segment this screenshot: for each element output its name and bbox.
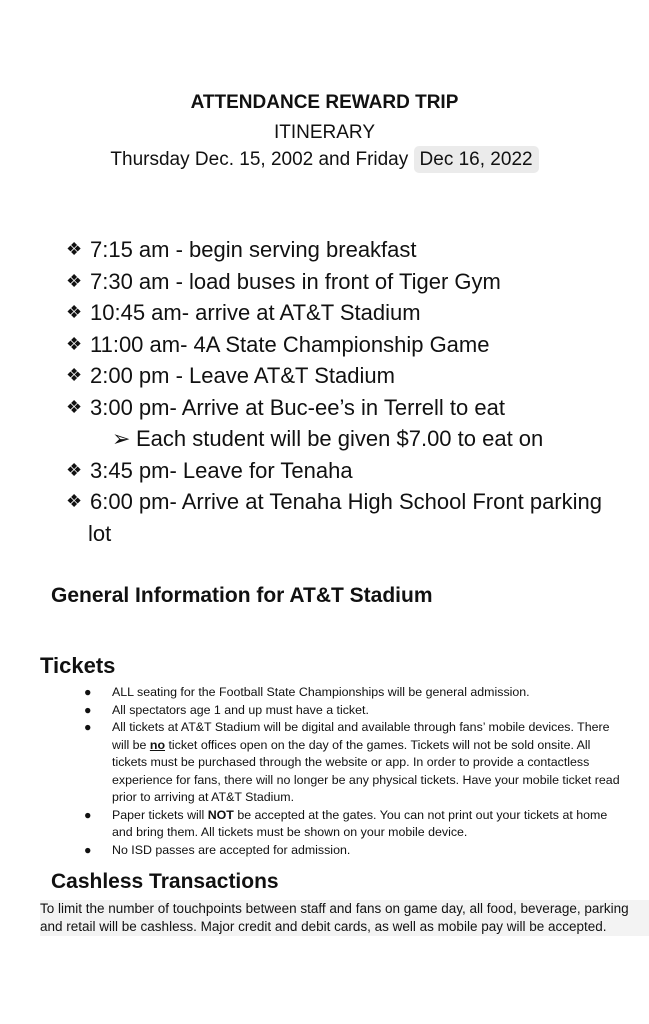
diamond-bullet-icon: ❖ [66,491,83,511]
itinerary-item [66,360,649,392]
ticket-info-item: ● All tickets at AT&T Stadium will be digital and available through fans’ mobile devices. There will be no ticket offices open on the day of the games. Tickets will not be sold onsite. All tickets must be purchased through the website or app. In order to provide a contactless experience for fans, there will no longer be any physical tickets. Have your mobile ticket read prior to arriving at AT&T Stadium. [80,719,649,807]
tickets-heading: Tickets [40,653,116,678]
ticket-info-item: ● Paper tickets will NOT be accepted at the gates. You can not print out your tickets at home and bring them. All tickets must be shown on your mobile device. [80,807,649,842]
page-title: ATTENDANCE REWARD TRIP [190,92,459,113]
itinerary-subtext: Each student will be given $7.00 to eat on [136,426,544,451]
page-subtitle: ITINERARY [273,122,375,143]
itinerary-text: 6:00 pm- Arrive at Tenaha High School Front parking [90,489,602,514]
diamond-bullet-icon: ❖ [66,270,83,291]
itinerary-item [66,329,649,361]
ticket-info-item: ● All spectators age 1 and up must have a ticket. [80,702,649,720]
itinerary-list [66,234,649,549]
itinerary-subitem [66,423,649,455]
itinerary-item [66,455,649,487]
diamond-bullet-icon: ❖ [66,459,83,480]
bullet-icon: ● [84,842,92,857]
date-highlight: Dec 16, 2022 [414,146,539,173]
itinerary-text: 7:30 am - load buses in front of Tiger Gym [90,268,501,294]
itinerary-text: 7:15 am - begin serving breakfast [90,237,417,262]
general-info-heading: General Information for AT&T Stadium [51,584,433,607]
date-prefix: Thursday Dec. 15, 2002 and Friday [110,149,409,170]
emphasis-not: NOT [207,807,234,822]
bullet-icon: ● [84,702,92,717]
diamond-bullet-icon: ❖ [66,239,83,259]
itinerary-text: 3:45 pm- Leave for Tenaha [90,457,353,483]
ticket-info-item: ● No ISD passes are accepted for admission. [80,842,649,860]
bullet-icon: ● [84,685,92,699]
date-line [0,149,649,171]
diamond-bullet-icon: ❖ [66,302,83,322]
bullet-icon: ● [84,720,92,734]
itinerary-item [66,234,649,266]
cashless-heading: Cashless Transactions [51,870,279,893]
itinerary-text: 10:45 am- arrive at AT&T Stadium [90,300,421,325]
tickets-list [80,684,649,859]
itinerary-text: 2:00 pm - Leave AT&T Stadium [90,363,395,388]
ticket-info-item: ● ALL seating for the Football State Championships will be general admission. [80,684,649,702]
cashless-paragraph: To limit the number of touchpoints between staff and fans on game day, all food, beverage, parking and retail will be cashless. Major credit and debit cards, as well as mobile pay will be accepted. [40,900,649,936]
arrow-bullet-icon: ➢ [112,426,131,451]
itinerary-item [66,486,649,518]
itinerary-text: 3:00 pm- Arrive at Buc-ee’s in Terrell to eat [90,394,505,420]
emphasis-no: no [149,737,166,752]
itinerary-text-continued: lot [88,520,112,546]
itinerary-item [66,266,649,298]
diamond-bullet-icon: ❖ [66,365,83,385]
bullet-icon: ● [84,807,92,822]
itinerary-item [66,297,649,329]
diamond-bullet-icon: ❖ [66,396,83,417]
itinerary-text: 11:00 am- 4A State Championship Game [90,331,490,357]
itinerary-item [66,392,649,424]
diamond-bullet-icon: ❖ [66,333,83,354]
